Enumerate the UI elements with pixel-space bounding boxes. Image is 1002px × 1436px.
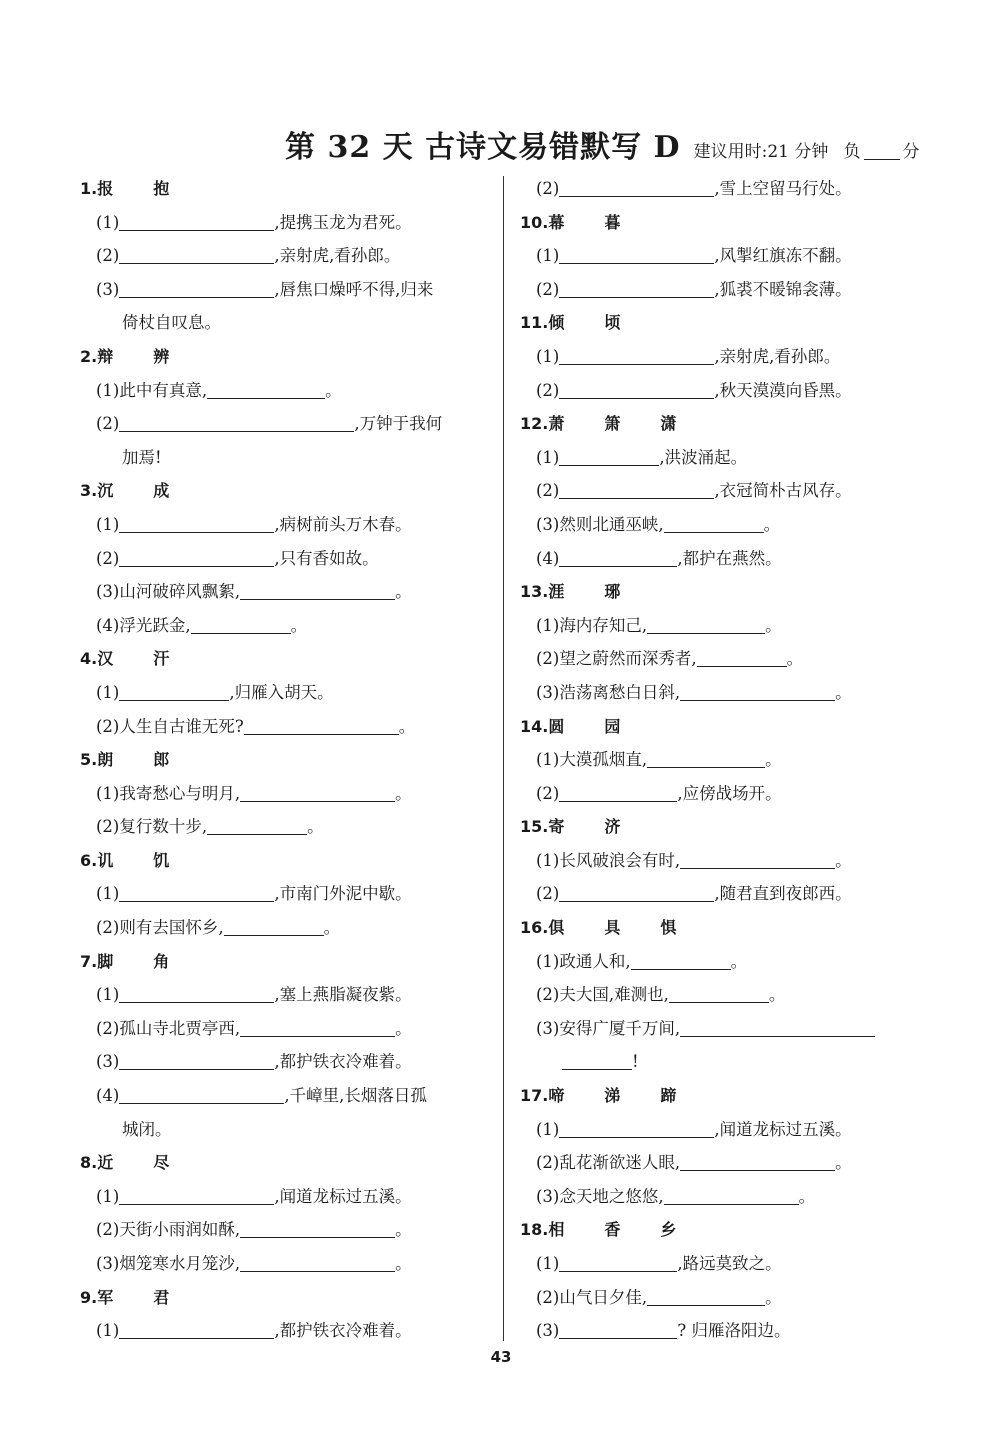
answer-line xyxy=(80,1045,510,1079)
answer-line xyxy=(520,172,940,206)
answer-blank[interactable] xyxy=(119,682,229,701)
answer-blank[interactable] xyxy=(647,749,765,768)
line-text: (2) xyxy=(536,884,560,904)
answer-line xyxy=(80,1213,510,1247)
answer-line xyxy=(520,1314,940,1348)
line-text: ,随君直到夜郎西。 xyxy=(714,884,852,904)
answer-blank[interactable] xyxy=(240,1253,395,1272)
question-heading xyxy=(520,911,940,945)
line-text: ,提携玉龙为君死。 xyxy=(274,212,412,232)
line-text: (3) xyxy=(536,1321,560,1341)
answer-line xyxy=(80,676,510,710)
question-number: 18.相 xyxy=(520,1220,565,1240)
answer-blank[interactable] xyxy=(240,581,395,600)
question-char: 济 xyxy=(604,817,621,837)
line-text: ,塞上燕脂凝夜紫。 xyxy=(274,985,412,1005)
question-item xyxy=(80,642,510,743)
line-text: (3)安得广厦千万间, xyxy=(536,1018,681,1038)
answer-line xyxy=(80,206,510,240)
answer-blank[interactable] xyxy=(559,1119,714,1138)
question-item xyxy=(80,172,510,340)
question-item xyxy=(520,810,940,911)
line-text: (3) xyxy=(96,279,120,299)
answer-blank[interactable] xyxy=(647,615,765,634)
line-text: (2)人生自古谁无死? xyxy=(96,716,244,736)
line-text: 加焉! xyxy=(122,447,162,467)
question-char: 潇 xyxy=(660,414,677,434)
line-text: 。 xyxy=(395,1254,412,1273)
line-text: ? 归雁洛阳边。 xyxy=(677,1321,791,1341)
question-char: 暮 xyxy=(604,212,621,232)
line-text: 。 xyxy=(730,951,748,971)
answer-line xyxy=(520,474,940,508)
answer-blank[interactable] xyxy=(224,917,324,936)
answer-line xyxy=(520,978,940,1012)
line-text: 。 xyxy=(395,582,412,602)
question-heading xyxy=(520,810,940,844)
line-text: 。 xyxy=(290,615,308,635)
answer-line xyxy=(80,777,510,811)
question-item xyxy=(80,474,510,642)
line-text: 。 xyxy=(763,514,781,534)
line-text: (4)浮光跃金, xyxy=(96,615,191,635)
question-char: 涕 xyxy=(604,1086,621,1106)
line-text: (1) xyxy=(96,985,120,1005)
line-text: (2) xyxy=(96,246,120,266)
score-blank[interactable] xyxy=(864,145,900,160)
answer-line xyxy=(80,239,510,273)
line-text: 。 xyxy=(765,1287,782,1307)
question-number: 9.军 xyxy=(80,1287,114,1307)
answer-line xyxy=(80,374,510,408)
page-header xyxy=(285,122,920,166)
answer-blank[interactable] xyxy=(562,1051,632,1070)
answer-blank[interactable] xyxy=(680,1018,875,1037)
answer-line xyxy=(520,374,940,408)
line-text: ,洪波涌起。 xyxy=(659,447,748,467)
question-item xyxy=(520,1079,940,1213)
question-heading xyxy=(80,1281,510,1315)
question-heading xyxy=(80,844,510,878)
line-text: (3)浩荡离愁白日斜, xyxy=(536,682,681,702)
line-text: ,归雁入胡天。 xyxy=(229,682,334,702)
answer-line xyxy=(80,441,510,475)
answer-blank[interactable] xyxy=(680,682,835,701)
answer-line xyxy=(80,978,510,1012)
question-heading xyxy=(80,642,510,676)
answer-blank[interactable] xyxy=(559,447,659,466)
question-heading xyxy=(80,172,510,206)
answer-line xyxy=(520,508,940,542)
line-text: ,亲射虎,看孙郎。 xyxy=(714,346,841,366)
line-text: (1)长风破浪会有时, xyxy=(536,850,681,870)
question-number: 12.萧 xyxy=(520,414,565,434)
answer-line xyxy=(80,407,510,441)
answer-line xyxy=(520,676,940,710)
answer-line xyxy=(520,1247,940,1281)
answer-blank[interactable] xyxy=(559,346,714,365)
answer-blank[interactable] xyxy=(631,951,731,970)
question-char: 辨 xyxy=(153,346,170,366)
question-heading xyxy=(80,743,510,777)
answer-line xyxy=(80,273,510,307)
question-char: 蹄 xyxy=(660,1086,677,1106)
question-item xyxy=(80,743,510,844)
answer-blank[interactable] xyxy=(119,212,274,231)
question-char: 郎 xyxy=(153,750,170,770)
line-text: (1)海内存知己, xyxy=(536,615,648,635)
answer-blank[interactable] xyxy=(559,783,677,802)
answer-line xyxy=(80,1247,510,1281)
line-text: (3)烟笼寒水月笼沙, xyxy=(96,1254,241,1273)
answer-blank[interactable] xyxy=(664,514,764,533)
line-text: ,都护铁衣冷难着。 xyxy=(274,1321,412,1341)
answer-blank[interactable] xyxy=(559,380,714,399)
line-text: 。 xyxy=(325,380,342,400)
line-text: (2)乱花渐欲迷人眼, xyxy=(536,1153,681,1173)
line-text: (1)政通人和, xyxy=(536,951,631,971)
line-text: (1)此中有真意, xyxy=(96,380,208,400)
line-text: ! xyxy=(632,1052,639,1072)
answer-line xyxy=(80,1079,510,1113)
question-number: 5.朗 xyxy=(80,750,114,770)
line-text: 。 xyxy=(786,649,804,669)
question-heading xyxy=(520,206,940,240)
line-text: (3) xyxy=(96,1052,120,1072)
line-text: (4) xyxy=(96,1086,120,1106)
line-text: 。 xyxy=(395,783,412,803)
question-number: 15.寄 xyxy=(520,817,565,837)
line-text: (2)山气日夕佳, xyxy=(536,1287,648,1307)
question-char: 顷 xyxy=(604,313,621,333)
answer-blank[interactable] xyxy=(680,1152,835,1171)
line-text: (2) xyxy=(536,380,560,400)
answer-line xyxy=(520,1180,940,1214)
answer-blank[interactable] xyxy=(240,783,395,802)
line-text: 。 xyxy=(835,850,852,870)
left-column xyxy=(80,172,510,1348)
question-char: 琊 xyxy=(604,582,621,602)
question-char: 箫 xyxy=(604,414,621,434)
answer-blank[interactable] xyxy=(119,1085,284,1104)
question-number: 8.近 xyxy=(80,1153,114,1173)
answer-line xyxy=(80,1180,510,1214)
answer-line xyxy=(520,542,940,576)
question-number: 6.讥 xyxy=(80,850,114,870)
question-number: 7.脚 xyxy=(80,951,114,971)
line-text: (2) xyxy=(536,279,560,299)
answer-blank[interactable] xyxy=(240,1219,395,1238)
column-divider xyxy=(503,176,504,1341)
line-text: (2) xyxy=(536,783,560,803)
answer-blank[interactable] xyxy=(664,1186,799,1205)
question-item xyxy=(520,1213,940,1347)
answer-blank[interactable] xyxy=(119,1051,274,1070)
line-text: 城闭。 xyxy=(122,1119,172,1139)
line-text: (3)然则北通巫峡, xyxy=(536,514,664,534)
line-text: (2) xyxy=(536,179,560,198)
line-text: (2)天街小雨润如酥, xyxy=(96,1220,241,1240)
line-text: ,雪上空留马行处。 xyxy=(714,179,852,198)
line-text: (1)大漠孤烟直, xyxy=(536,750,648,770)
line-text: 。 xyxy=(768,985,786,1005)
answer-line xyxy=(520,945,940,979)
answer-blank[interactable] xyxy=(119,548,274,567)
line-text: (1) xyxy=(96,1186,120,1206)
question-item xyxy=(80,1281,510,1348)
question-heading xyxy=(520,1079,940,1113)
question-item xyxy=(80,1146,510,1280)
line-text: ,都护在燕然。 xyxy=(677,548,782,568)
line-text: ,只有香如故。 xyxy=(274,548,379,568)
question-heading xyxy=(80,340,510,374)
line-text: 。 xyxy=(798,1186,816,1206)
question-char: 角 xyxy=(153,951,170,971)
line-text: ,闻道龙标过五溪。 xyxy=(714,1119,852,1139)
answer-line xyxy=(520,441,940,475)
answer-line xyxy=(80,609,510,643)
question-item xyxy=(520,710,940,811)
line-text: 。 xyxy=(398,716,416,736)
page-title: 第 32 天 古诗文易错默写 D xyxy=(285,130,681,165)
question-number: 2.辩 xyxy=(80,346,114,366)
question-number: 1.报 xyxy=(80,179,114,198)
answer-blank[interactable] xyxy=(207,380,325,399)
answer-blank[interactable] xyxy=(559,245,714,264)
question-char: 成 xyxy=(153,481,170,501)
answer-blank[interactable] xyxy=(119,279,274,298)
line-text: ,风掣红旗冻不翻。 xyxy=(714,246,852,266)
line-text: (1) xyxy=(96,682,120,702)
question-item xyxy=(520,575,940,709)
answer-blank[interactable] xyxy=(119,514,274,533)
line-text: (2) xyxy=(96,414,120,434)
line-text: ,万钟于我何 xyxy=(354,414,443,434)
line-text: (3)念天地之悠悠, xyxy=(536,1186,664,1206)
answer-blank[interactable] xyxy=(559,279,714,298)
answer-blank[interactable] xyxy=(669,984,769,1003)
question-heading xyxy=(520,407,940,441)
answer-line xyxy=(520,1281,940,1315)
question-item xyxy=(520,206,940,307)
answer-blank[interactable] xyxy=(647,1287,765,1306)
answer-blank[interactable] xyxy=(559,1320,677,1339)
question-char: 香 xyxy=(604,1220,621,1240)
line-text: ,衣冠简朴古风存。 xyxy=(714,481,852,501)
answer-line xyxy=(80,710,510,744)
line-text: (2)望之蔚然而深秀者, xyxy=(536,649,697,669)
answer-blank[interactable] xyxy=(680,850,835,869)
question-item xyxy=(520,306,940,407)
line-text: (1) xyxy=(96,1321,120,1341)
line-text: (4) xyxy=(536,548,560,568)
answer-line xyxy=(520,777,940,811)
answer-line xyxy=(520,877,940,911)
line-text: (2)复行数十步, xyxy=(96,817,208,837)
question-char: 具 xyxy=(604,918,621,938)
answer-blank[interactable] xyxy=(559,178,714,197)
question-number: 17.啼 xyxy=(520,1086,565,1106)
answer-line xyxy=(80,542,510,576)
question-heading xyxy=(520,710,940,744)
question-heading xyxy=(520,575,940,609)
line-text: (1) xyxy=(96,884,120,904)
line-text: 。 xyxy=(765,615,782,635)
answer-line xyxy=(520,1113,940,1147)
line-text: ,亲射虎,看孙郎。 xyxy=(274,246,401,266)
question-number: 16.俱 xyxy=(520,918,565,938)
answer-blank[interactable] xyxy=(119,413,354,432)
answer-blank[interactable] xyxy=(119,245,274,264)
question-item xyxy=(80,340,510,474)
question-heading xyxy=(520,1213,940,1247)
question-char: 乡 xyxy=(660,1220,677,1240)
answer-blank[interactable] xyxy=(119,984,274,1003)
answer-line xyxy=(80,1113,510,1147)
line-text: ,市南门外泥中歇。 xyxy=(274,884,412,904)
line-text: 。 xyxy=(323,918,341,938)
answer-line xyxy=(520,844,940,878)
question-item xyxy=(520,172,940,206)
question-char: 汗 xyxy=(153,649,170,669)
answer-blank[interactable] xyxy=(244,716,399,735)
question-char: 园 xyxy=(604,716,621,736)
question-number: 3.沉 xyxy=(80,481,114,501)
line-text: (1) xyxy=(536,346,560,366)
answer-line xyxy=(80,575,510,609)
page-number: 43 xyxy=(490,1348,512,1366)
line-text: (2)孤山寺北贾亭西, xyxy=(96,1018,241,1038)
answer-line xyxy=(520,743,940,777)
line-text: (2)夫大国,难测也, xyxy=(536,985,669,1005)
answer-line xyxy=(520,1146,940,1180)
answer-line xyxy=(80,508,510,542)
question-char: 君 xyxy=(153,1287,170,1307)
question-heading xyxy=(80,945,510,979)
answer-blank[interactable] xyxy=(119,1186,274,1205)
question-char: 抱 xyxy=(153,179,170,198)
line-text: (3)山河破碎风飘絮, xyxy=(96,582,241,602)
line-text: (2) xyxy=(536,481,560,501)
line-text: ,闻道龙标过五溪。 xyxy=(274,1186,412,1206)
question-number: 10.幕 xyxy=(520,212,565,232)
line-text: 。 xyxy=(395,1220,412,1240)
answer-blank[interactable] xyxy=(207,816,307,835)
line-text: (1) xyxy=(96,212,120,232)
question-char: 饥 xyxy=(153,850,170,870)
answer-blank[interactable] xyxy=(559,1253,677,1272)
question-char: 惧 xyxy=(660,918,677,938)
line-text: (1) xyxy=(536,246,560,266)
line-text: (1) xyxy=(536,1254,560,1273)
line-text: 。 xyxy=(765,750,782,770)
question-heading xyxy=(520,306,940,340)
line-text: 。 xyxy=(835,682,852,702)
line-text: 倚杖自叹息。 xyxy=(122,313,221,333)
answer-blank[interactable] xyxy=(119,883,274,902)
question-item xyxy=(520,407,940,575)
question-number: 11.倾 xyxy=(520,313,565,333)
answer-blank[interactable] xyxy=(240,1018,395,1037)
answer-line xyxy=(520,609,940,643)
line-text: ,应傍战场开。 xyxy=(677,783,782,803)
question-char: 尽 xyxy=(153,1153,170,1173)
line-text: (2)则有去国怀乡, xyxy=(96,918,224,938)
line-text: ,狐裘不暖锦衾薄。 xyxy=(714,279,852,299)
answer-line xyxy=(80,306,510,340)
question-item xyxy=(520,911,940,1079)
line-text: ,唇焦口燥呼不得,归来 xyxy=(274,279,434,299)
answer-line xyxy=(80,1314,510,1348)
answer-blank[interactable] xyxy=(119,1320,274,1339)
question-number: 13.涯 xyxy=(520,582,565,602)
answer-line xyxy=(80,911,510,945)
answer-line xyxy=(520,340,940,374)
question-item xyxy=(80,945,510,1147)
answer-line xyxy=(80,810,510,844)
answer-line xyxy=(520,642,940,676)
line-text: ,秋天漠漠向昏黑。 xyxy=(714,380,852,400)
answer-line xyxy=(80,1012,510,1046)
line-text: (2) xyxy=(96,548,120,568)
answer-line xyxy=(520,273,940,307)
answer-line xyxy=(520,1045,940,1079)
suggested-time: 建议用时:21 分钟 xyxy=(693,142,829,162)
score-prefix: 负 xyxy=(843,142,861,162)
answer-line xyxy=(80,877,510,911)
question-heading xyxy=(80,1146,510,1180)
answer-line xyxy=(520,1012,940,1046)
question-number: 4.汉 xyxy=(80,649,114,669)
line-text: (1) xyxy=(96,514,120,534)
line-text: ,病树前头万木春。 xyxy=(274,514,412,534)
question-heading xyxy=(80,474,510,508)
right-column xyxy=(520,172,940,1348)
line-text: (1) xyxy=(536,1119,560,1139)
question-item xyxy=(80,844,510,945)
answer-blank[interactable] xyxy=(697,648,787,667)
question-number: 14.圆 xyxy=(520,716,565,736)
line-text: ,千嶂里,长烟落日孤 xyxy=(284,1086,427,1106)
answer-line xyxy=(520,239,940,273)
answer-blank[interactable] xyxy=(559,883,714,902)
line-text: (1) xyxy=(536,447,560,467)
line-text: 。 xyxy=(395,1018,412,1038)
score-suffix: 分 xyxy=(902,142,920,162)
line-text: ,路远莫致之。 xyxy=(677,1254,782,1273)
line-text: (1)我寄愁心与明月, xyxy=(96,783,241,803)
line-text: 。 xyxy=(307,817,324,837)
answer-blank[interactable] xyxy=(559,480,714,499)
answer-blank[interactable] xyxy=(559,548,677,567)
answer-blank[interactable] xyxy=(191,615,291,634)
line-text: 。 xyxy=(835,1153,852,1173)
line-text: ,都护铁衣冷难着。 xyxy=(274,1052,412,1072)
